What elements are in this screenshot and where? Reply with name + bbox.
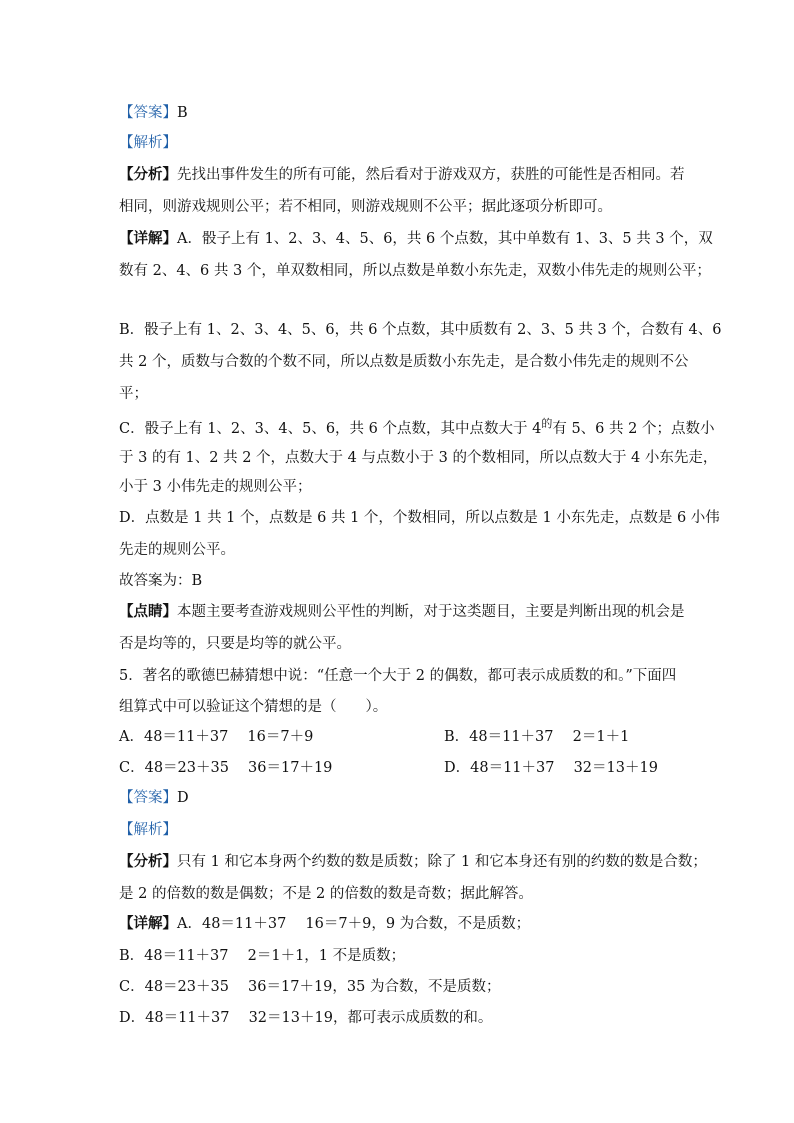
fenxi-tag: 【分析】 — [119, 166, 177, 183]
q4-b-line-1: B．骰子上有 1、2、3、4、5、6，共 6 个点数，其中质数有 2、3、5 共 3 个，合数有 4、6 — [119, 322, 722, 338]
fenxi-text: 先找出事件发生的所有可能，然后看对于游戏双方，获胜的可能性是否相同。若 — [177, 167, 685, 183]
c-line1-post: 有 5、6 共 2 个；点数小 — [552, 421, 715, 437]
xiangjie-tag: 【详解】 — [119, 230, 177, 247]
q5-analysis-tag: 【解析】 — [119, 822, 177, 838]
q4-b-line-3: 平； — [119, 386, 148, 402]
q5-option-b: B．48＝11＋37 2＝1＋1 — [444, 729, 630, 745]
q4-dianjing-line-1 — [119, 602, 685, 622]
q5-option-d: D．48＝11＋37 32＝13＋19 — [444, 760, 658, 776]
q4-fenxi-line-1 — [119, 165, 685, 185]
q4-conclusion: 故答案为：B — [119, 573, 203, 589]
q4-fenxi-line-2: 相同，则游戏规则公平；若不相同，则游戏规则不公平；据此逐项分析即可。 — [119, 199, 612, 215]
q5-stem-line-1: 5．著名的歌德巴赫猜想中说：“任意一个大于 2 的偶数，都可表示成质数的和。”下面四 — [119, 668, 677, 684]
q4-c-line-2: 于 3 的有 1、2 共 2 个，点数大于 4 与点数小于 3 的个数相同，所以点数大于 4 小东先走， — [119, 450, 718, 466]
q5-option-c: C．48＝23＋35 36＝17＋19 — [119, 760, 333, 776]
c-line1-pre: C．骰子上有 1、2、3、4、5、6，共 6 个点数，其中点数大于 4 — [119, 421, 542, 437]
answer-value: B — [177, 105, 188, 121]
q5-fenxi-line-1 — [119, 852, 707, 872]
q5-option-a: A．48＝11＋37 16＝7＋9 — [119, 729, 314, 745]
dianjing-tag: 【点睛】 — [119, 603, 177, 620]
answer-tag: 【答案】 — [119, 105, 177, 121]
q5-xiangjie-a — [119, 914, 530, 934]
q4-xiangjie-line-1 — [119, 229, 713, 249]
q4-c-line-1 — [119, 419, 714, 440]
q4-answer-line — [119, 103, 188, 123]
q5-stem-line-2: 组算式中可以验证这个猜想的是（ ）。 — [119, 699, 388, 715]
dianjing-text: 本题主要考查游戏规则公平性的判断，对于这类题目，主要是判断出现的机会是 — [177, 604, 685, 620]
q4-b-line-2: 共 2 个，质数与合数的个数不同，所以点数是质数小东先走，是合数小伟先走的规则不公 — [119, 354, 689, 370]
q4-analysis-tag: 【解析】 — [119, 135, 177, 151]
c-line1-sup: 的 — [541, 417, 553, 430]
q5-fenxi-line-2: 是 2 的倍数的数是偶数；不是 2 的倍数的数是奇数；据此解答。 — [119, 886, 533, 902]
xiangjie-a-text: A．48＝11＋37 16＝7＋9，9 为合数，不是质数； — [177, 916, 531, 932]
xiangjie-tag: 【详解】 — [119, 915, 177, 932]
answer-value: D — [177, 790, 189, 806]
q5-xiangjie-c: C．48＝23＋35 36＝17＋19，35 为合数，不是质数； — [119, 979, 501, 995]
q4-dianjing-line-2: 否是均等的，只要是均等的就公平。 — [119, 636, 351, 652]
q4-d-line-2: 先走的规则公平。 — [119, 542, 235, 558]
fenxi-text: 只有 1 和它本身两个约数的数是质数；除了 1 和它本身还有别的约数的数是合数； — [177, 854, 707, 870]
q5-xiangjie-d: D．48＝11＋37 32＝13＋19，都可表示成质数的和。 — [119, 1010, 493, 1026]
q4-c-line-3: 小于 3 小伟先走的规则公平； — [119, 479, 312, 495]
q5-xiangjie-b: B．48＝11＋37 2＝1＋1，1 不是质数； — [119, 948, 406, 964]
q4-d-line-1: D．点数是 1 共 1 个，点数是 6 共 1 个，个数相同，所以点数是 1 小东先走，点数是 6 小伟 — [119, 510, 720, 526]
q5-answer-line — [119, 788, 189, 808]
q4-a-line-2: 数有 2、4、6 共 3 个，单双数相同，所以点数是单数小东先走，双数小伟先走的规则公平； — [119, 263, 711, 279]
answer-tag: 【答案】 — [119, 790, 177, 806]
xiangjie-text: A．骰子上有 1、2、3、4、5、6，共 6 个点数，其中单数有 1、3、5 共 3 个，双 — [177, 231, 713, 247]
fenxi-tag: 【分析】 — [119, 853, 177, 870]
